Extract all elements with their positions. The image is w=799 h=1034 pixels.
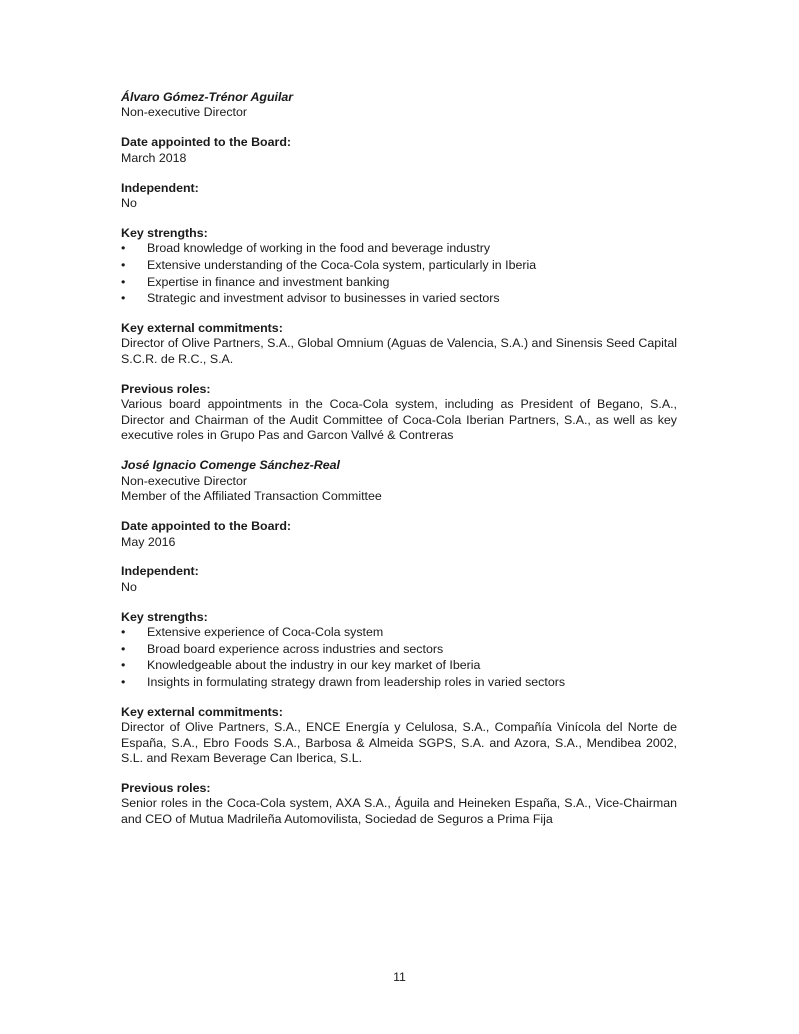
date-appointed-section xyxy=(121,519,677,550)
director-role: Non-executive Director xyxy=(121,105,248,120)
key-strengths-heading: Key strengths: xyxy=(121,609,208,624)
external-commitments-text: Director of Olive Partners, S.A., Global Omnium (Aguas de Valencia, S.A.) and Sinensis Seed Capital S.C.R. de R.C., S.A. xyxy=(121,336,677,366)
key-strengths-list xyxy=(121,625,677,690)
key-strengths-heading: Key strengths: xyxy=(121,225,208,240)
key-strengths-section xyxy=(121,226,677,307)
previous-roles-text: Senior roles in the Coca-Cola system, AXA S.A., Águila and Heineken España, S.A., Vice-Chairman and CEO of Mutua Madrileña Automovilista, Sociedad de Seguros a Prima Fija xyxy=(121,796,677,826)
date-appointed-heading: Date appointed to the Board: xyxy=(121,135,292,150)
director-name: Álvaro Gómez-Trénor Aguilar xyxy=(121,90,294,104)
external-commitments-section xyxy=(121,321,677,367)
director-name: José Ignacio Comenge Sánchez-Real xyxy=(121,458,340,473)
independent-value: No xyxy=(121,196,137,211)
previous-roles-section xyxy=(121,382,677,444)
independent-section xyxy=(121,564,677,595)
independent-section xyxy=(121,181,677,212)
external-commitments-text: Director of Olive Partners, S.A., ENCE Energía y Celulosa, S.A., Compañía Vinícola del Norte de España, S.A., Ebro Foods S.A., Barbosa & Almeida SGPS, S.A. and Azora, S.A., Mendibea 2002, S.L. and Rexam Beverage Can Iberica, S.L. xyxy=(121,720,677,766)
strength-item: • Strategic and investment advisor to businesses in varied sectors xyxy=(121,291,677,306)
director-role: Member of the Affiliated Transaction Committee xyxy=(121,489,382,504)
previous-roles-heading: Previous roles: xyxy=(121,381,211,396)
director-role: Non-executive Director xyxy=(121,473,248,488)
director-profile xyxy=(121,458,677,827)
date-appointed-value: May 2016 xyxy=(121,534,176,549)
strength-item: • Knowledgeable about the industry in our key market of Iberia xyxy=(121,658,677,673)
strength-item: • Insights in formulating strategy drawn from leadership roles in varied sectors xyxy=(121,675,677,690)
previous-roles-text: Various board appointments in the Coca-Cola system, including as President of Begano, S.A., Director and Chairman of the Audit Committee of Coca-Cola Iberian Partners, S.A., as well as key executive roles in Grupo Pas and Garcon Vallvé & Contreras xyxy=(121,397,677,442)
external-commitments-heading: Key external commitments: xyxy=(121,704,283,719)
strength-item: • Extensive experience of Coca-Cola system xyxy=(121,625,677,640)
strength-item: • Broad board experience across industries and sectors xyxy=(121,642,677,657)
previous-roles-heading: Previous roles: xyxy=(121,780,211,795)
date-appointed-value: March 2018 xyxy=(121,150,187,165)
key-strengths-section xyxy=(121,610,677,691)
date-appointed-heading: Date appointed to the Board: xyxy=(121,519,292,534)
date-appointed-section xyxy=(121,135,677,166)
strength-item: • Expertise in finance and investment banking xyxy=(121,275,677,290)
strength-item: • Extensive understanding of the Coca-Cola system, particularly in Iberia xyxy=(121,258,677,273)
independent-heading: Independent: xyxy=(121,564,199,579)
strength-item: • Broad knowledge of working in the food and beverage industry xyxy=(121,241,677,256)
director-profile xyxy=(121,90,677,443)
key-strengths-list xyxy=(121,241,677,306)
independent-heading: Independent: xyxy=(121,180,199,195)
independent-value: No xyxy=(121,579,137,594)
external-commitments-heading: Key external commitments: xyxy=(121,321,283,336)
external-commitments-section xyxy=(121,705,677,767)
page-number: 11 xyxy=(393,970,406,984)
previous-roles-section xyxy=(121,781,677,827)
document-page xyxy=(121,90,677,827)
